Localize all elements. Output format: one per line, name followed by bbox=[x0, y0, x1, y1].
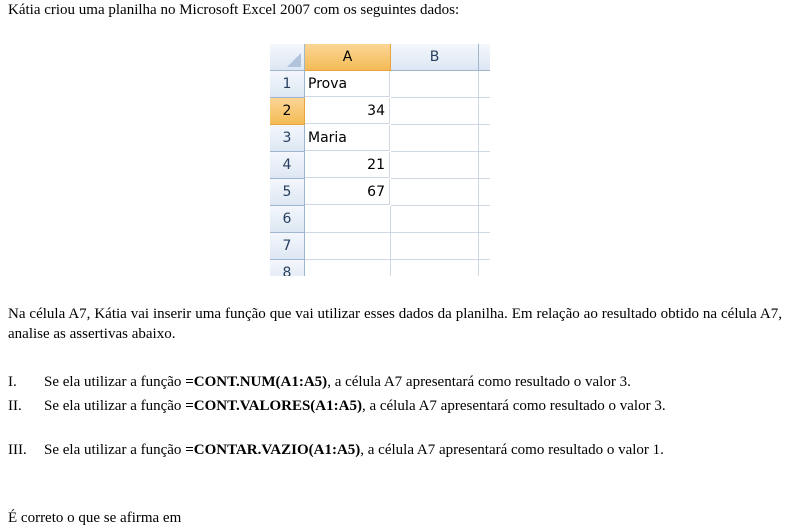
cell-a5[interactable]: 67 bbox=[305, 179, 390, 205]
sheet-row bbox=[270, 179, 490, 206]
sheet-row bbox=[270, 233, 490, 260]
sheet-row bbox=[270, 260, 490, 276]
cell-b6[interactable] bbox=[391, 206, 479, 233]
assertion-text bbox=[44, 440, 784, 460]
cell-c8[interactable] bbox=[479, 260, 490, 276]
cell-c3[interactable] bbox=[479, 125, 490, 152]
sheet-row bbox=[270, 152, 490, 179]
cell-a4[interactable]: 21 bbox=[305, 152, 390, 178]
row-header[interactable]: 6 bbox=[270, 206, 305, 233]
cell-b1[interactable] bbox=[391, 71, 479, 98]
assertion-label: I. bbox=[8, 374, 17, 390]
assertion-pre: Se ela utilizar a função bbox=[44, 398, 186, 414]
cell-c6[interactable] bbox=[479, 206, 490, 233]
row-header[interactable]: 5 bbox=[270, 179, 305, 206]
cell-b8[interactable] bbox=[391, 260, 479, 276]
column-header-a[interactable]: A bbox=[305, 44, 391, 71]
question-paragraph: Na célula A7, Kátia vai inserir uma função que vai utilizar esses dados da planilha. Em relação ao resultado obtido na célula A7, analise as assertivas abaixo. bbox=[8, 306, 782, 342]
row-header[interactable]: 7 bbox=[270, 233, 305, 260]
select-all-icon bbox=[287, 53, 301, 67]
cell-b7[interactable] bbox=[391, 233, 479, 260]
intro-text: Kátia criou uma planilha no Microsoft Excel 2007 com os seguintes dados: bbox=[8, 2, 460, 18]
cell-c2[interactable] bbox=[479, 98, 490, 125]
column-header-b[interactable]: B bbox=[391, 44, 479, 71]
cell-c4[interactable] bbox=[479, 152, 490, 179]
assertion-function: =CONT.NUM(A1:A5) bbox=[185, 374, 328, 390]
select-all-corner[interactable] bbox=[270, 44, 305, 71]
row-header[interactable]: 4 bbox=[270, 152, 305, 179]
cell-a7[interactable] bbox=[305, 233, 391, 260]
cell-a1[interactable]: Prova bbox=[305, 71, 390, 97]
assertion-post: , a célula A7 apresentará como resultado o valor 3. bbox=[361, 398, 666, 414]
closing-text: É correto o que se afirma em bbox=[8, 510, 182, 526]
cell-c5[interactable] bbox=[479, 179, 490, 206]
assertion-post: , a célula A7 apresentará como resultado o valor 3. bbox=[327, 374, 631, 390]
row-header[interactable]: 2 bbox=[270, 98, 305, 125]
cell-b3[interactable] bbox=[391, 125, 479, 152]
cell-b5[interactable] bbox=[391, 179, 479, 206]
assertion-label: II. bbox=[8, 398, 22, 414]
cell-b4[interactable] bbox=[391, 152, 479, 179]
sheet-row bbox=[270, 98, 490, 125]
assertion-pre: Se ela utilizar a função bbox=[44, 442, 186, 458]
sheet-row bbox=[270, 125, 490, 152]
spreadsheet bbox=[270, 44, 490, 276]
cell-c1[interactable] bbox=[479, 71, 490, 98]
cell-a6[interactable] bbox=[305, 206, 391, 233]
cell-c7[interactable] bbox=[479, 233, 490, 260]
row-header[interactable]: 3 bbox=[270, 125, 305, 152]
assertion-text bbox=[44, 372, 784, 392]
assertion-function: =CONT.VALORES(A1:A5) bbox=[185, 398, 362, 414]
column-header-row bbox=[270, 44, 490, 71]
column-header-c[interactable] bbox=[479, 44, 490, 71]
cell-b2[interactable] bbox=[391, 98, 479, 125]
assertion-post: , a célula A7 apresentará como resultado o valor 1. bbox=[360, 442, 664, 458]
sheet-row bbox=[270, 206, 490, 233]
sheet-row bbox=[270, 71, 490, 98]
cell-a8[interactable] bbox=[305, 260, 391, 276]
assertion-function: =CONTAR.VAZIO(A1:A5) bbox=[185, 442, 361, 458]
assertion-text bbox=[44, 396, 784, 416]
row-header[interactable]: 8 bbox=[270, 260, 305, 276]
cell-a3[interactable]: Maria bbox=[305, 125, 390, 151]
row-header[interactable]: 1 bbox=[270, 71, 305, 98]
assertion-pre: Se ela utilizar a função bbox=[44, 374, 186, 390]
cell-a2[interactable]: 34 bbox=[305, 98, 390, 124]
assertion-label: III. bbox=[8, 442, 27, 458]
